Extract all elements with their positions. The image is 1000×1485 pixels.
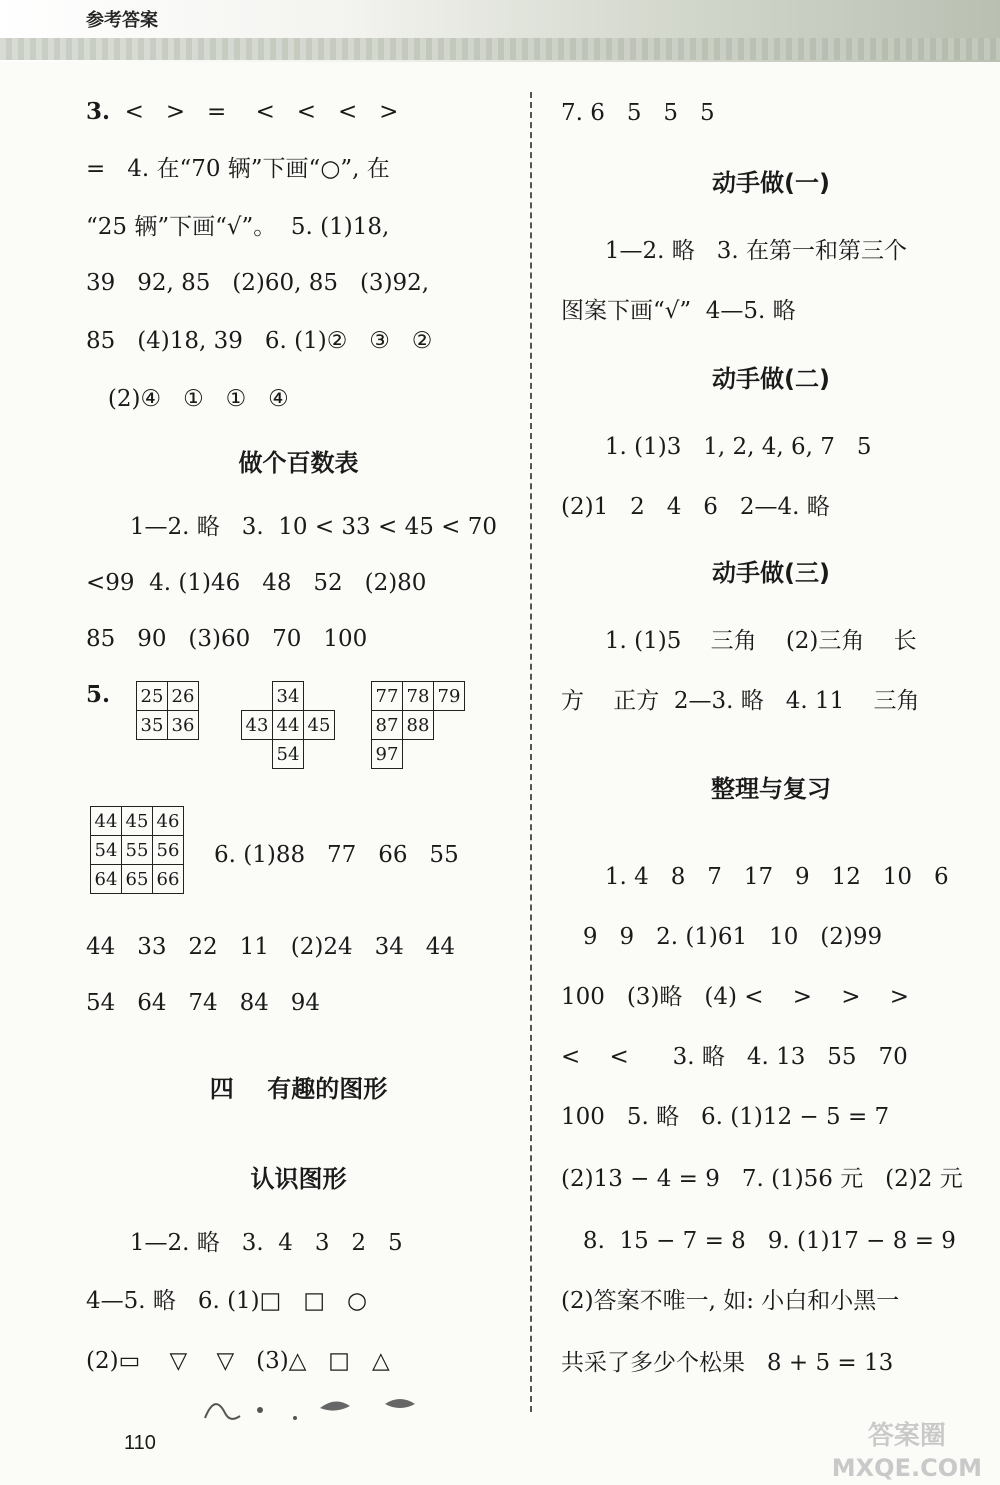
section-title: 动手做(二) — [712, 365, 830, 393]
number-grid-d — [90, 806, 184, 894]
watermark — [832, 1420, 982, 1484]
chapter-title: 四 有趣的图形 — [209, 1075, 388, 1103]
grid-cell — [434, 711, 465, 740]
answer-line: (2)13 − 4 = 9 7. (1)56 元 (2)2 元 — [561, 1166, 963, 1192]
answer-line: 39 92, 85 (2)60, 85 (3)92, — [86, 270, 430, 296]
grid-cell: 78 — [403, 682, 434, 711]
answer-line: = 4. 在“70 辆”下画“○”, 在 — [86, 156, 390, 182]
answer-line: 1—2. 略 3. 在第一和第三个 — [561, 238, 907, 264]
grid-cell: 79 — [434, 682, 465, 711]
number-grid-b — [241, 681, 335, 769]
grid-cell — [304, 740, 335, 769]
answer-line: 9 9 2. (1)61 10 (2)99 — [561, 924, 883, 950]
watermark-top: 答案圈 — [867, 1421, 946, 1451]
answer-line: 1. (1)3 1, 2, 4, 6, 7 5 — [561, 434, 872, 460]
section-title: 动手做(一) — [712, 169, 830, 197]
grid-cell: 66 — [153, 865, 184, 894]
answer-line: (2)答案不唯一, 如: 小白和小黑一 — [561, 1288, 900, 1314]
grid-cell — [403, 740, 434, 769]
grid-cell: 44 — [273, 711, 304, 740]
answer-line: 4—5. 略 6. (1)□ □ ○ — [86, 1288, 368, 1314]
answer-line: (2)▭ ▽ ▽ (3)△ □ △ — [86, 1348, 390, 1374]
answer-line: 100 (3)略 (4) < > > > — [561, 984, 910, 1010]
answer-line: 1—2. 略 3. 4 3 2 5 — [86, 1230, 403, 1256]
answer-line: < < 3. 略 4. 13 55 70 — [561, 1044, 908, 1070]
answer-line: 1. (1)5 三角 (2)三角 长 — [561, 628, 917, 654]
grid-cell: 36 — [168, 711, 199, 740]
item-label: 5. — [86, 681, 111, 708]
answer-line: 54 64 74 84 94 — [86, 990, 321, 1016]
grid-cell: 54 — [91, 836, 122, 865]
answer-line: 8. 15 − 7 = 8 9. (1)17 − 8 = 9 — [561, 1228, 956, 1254]
grid-cell: 55 — [122, 836, 153, 865]
watermark-bottom: MXQE.COM — [831, 1454, 982, 1482]
grid-cell: 35 — [137, 711, 168, 740]
section-title: 整理与复习 — [711, 775, 831, 803]
answer-line: 1. 4 8 7 17 9 12 10 6 — [561, 864, 949, 890]
grid-cell: 87 — [372, 711, 403, 740]
answer-line: 方 正方 2—3. 略 4. 11 三角 — [561, 688, 920, 714]
section-title: 做个百数表 — [238, 449, 359, 477]
grid-cell: 43 — [242, 711, 273, 740]
grid-cell: 45 — [122, 807, 153, 836]
grid-cell: 88 — [403, 711, 434, 740]
grid-cell: 97 — [372, 740, 403, 769]
grid-cell: 65 — [122, 865, 153, 894]
number-grid-c — [371, 681, 465, 769]
grid-cell: 46 — [153, 807, 184, 836]
answer-line: 85 (4)18, 39 6. (1)② ③ ② — [86, 328, 433, 354]
grid-cell: 26 — [168, 682, 199, 711]
answer-line: 7. 6 5 5 5 — [561, 100, 715, 126]
grid-cell: 44 — [91, 807, 122, 836]
grid-cell: 45 — [304, 711, 335, 740]
answer-line: 3. < > = < < < > — [86, 98, 399, 125]
answer-line: “25 辆”下画“√”。 5. (1)18, — [86, 214, 390, 240]
answer-line: <99 4. (1)46 48 52 (2)80 — [86, 570, 427, 596]
section-title: 认识图形 — [250, 1165, 347, 1193]
grid-cell: 56 — [153, 836, 184, 865]
grid-cell: 25 — [137, 682, 168, 711]
grid-cell: 54 — [273, 740, 304, 769]
grid-cell — [242, 682, 273, 711]
answer-line: 100 5. 略 6. (1)12 − 5 = 7 — [561, 1104, 890, 1130]
grid-cell: 64 — [91, 865, 122, 894]
column-divider — [530, 92, 532, 1412]
grid-cell: 77 — [372, 682, 403, 711]
answer-line: (2)1 2 4 6 2—4. 略 — [561, 494, 830, 520]
grid-cell — [434, 740, 465, 769]
header-title: 参考答案 — [86, 10, 158, 31]
grid-cell: 34 — [273, 682, 304, 711]
answer-line: 1—2. 略 3. 10 < 33 < 45 < 70 — [86, 514, 498, 540]
answer-line: 44 33 22 11 (2)24 34 44 — [86, 934, 456, 960]
leaf-decoration-icon — [200, 1388, 440, 1428]
answer-line: 共采了多少个松果 8 + 5 = 13 — [561, 1350, 894, 1376]
answer-line: 85 90 (3)60 70 100 — [86, 626, 368, 652]
grid-cell — [304, 682, 335, 711]
grid-cell — [242, 740, 273, 769]
answer-line: 6. (1)88 77 66 55 — [214, 842, 459, 868]
page-number: 110 — [124, 1432, 156, 1454]
section-title: 动手做(三) — [712, 559, 830, 587]
number-grid-a — [136, 681, 199, 740]
answer-line: 图案下画“√” 4—5. 略 — [561, 298, 796, 324]
answer-line: (2)④ ① ① ④ — [86, 386, 289, 412]
